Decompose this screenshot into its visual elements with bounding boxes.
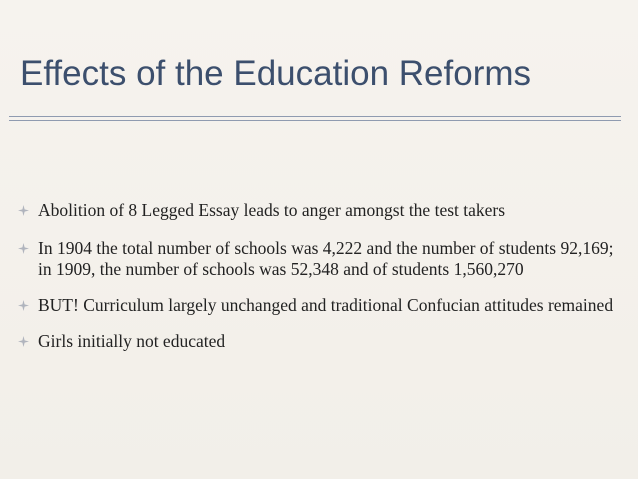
- slide-title: Effects of the Education Reforms: [20, 54, 532, 93]
- title-divider-bottom: [9, 120, 621, 121]
- bullet-text: In 1904 the total number of schools was 4,222 and the number of students 92,169; in 1909, the number of schools was 52,348 and of students 1,560,270: [38, 238, 614, 279]
- bullet-item: [18, 295, 618, 316]
- bullet-text: Girls initially not educated: [38, 331, 226, 351]
- bullet-text: BUT! Curriculum largely unchanged and traditional Confucian attitudes remained: [38, 295, 614, 315]
- four-point-star-icon: [18, 205, 29, 216]
- title-divider-top: [9, 116, 621, 117]
- four-point-star-icon: [18, 336, 29, 347]
- bullet-item: [18, 238, 618, 280]
- bullet-item: [18, 200, 618, 221]
- bullet-list: [18, 200, 618, 367]
- bullet-text: Abolition of 8 Legged Essay leads to anger amongst the test takers: [38, 200, 506, 220]
- bullet-item: [18, 331, 618, 352]
- four-point-star-icon: [18, 243, 29, 254]
- four-point-star-icon: [18, 300, 29, 311]
